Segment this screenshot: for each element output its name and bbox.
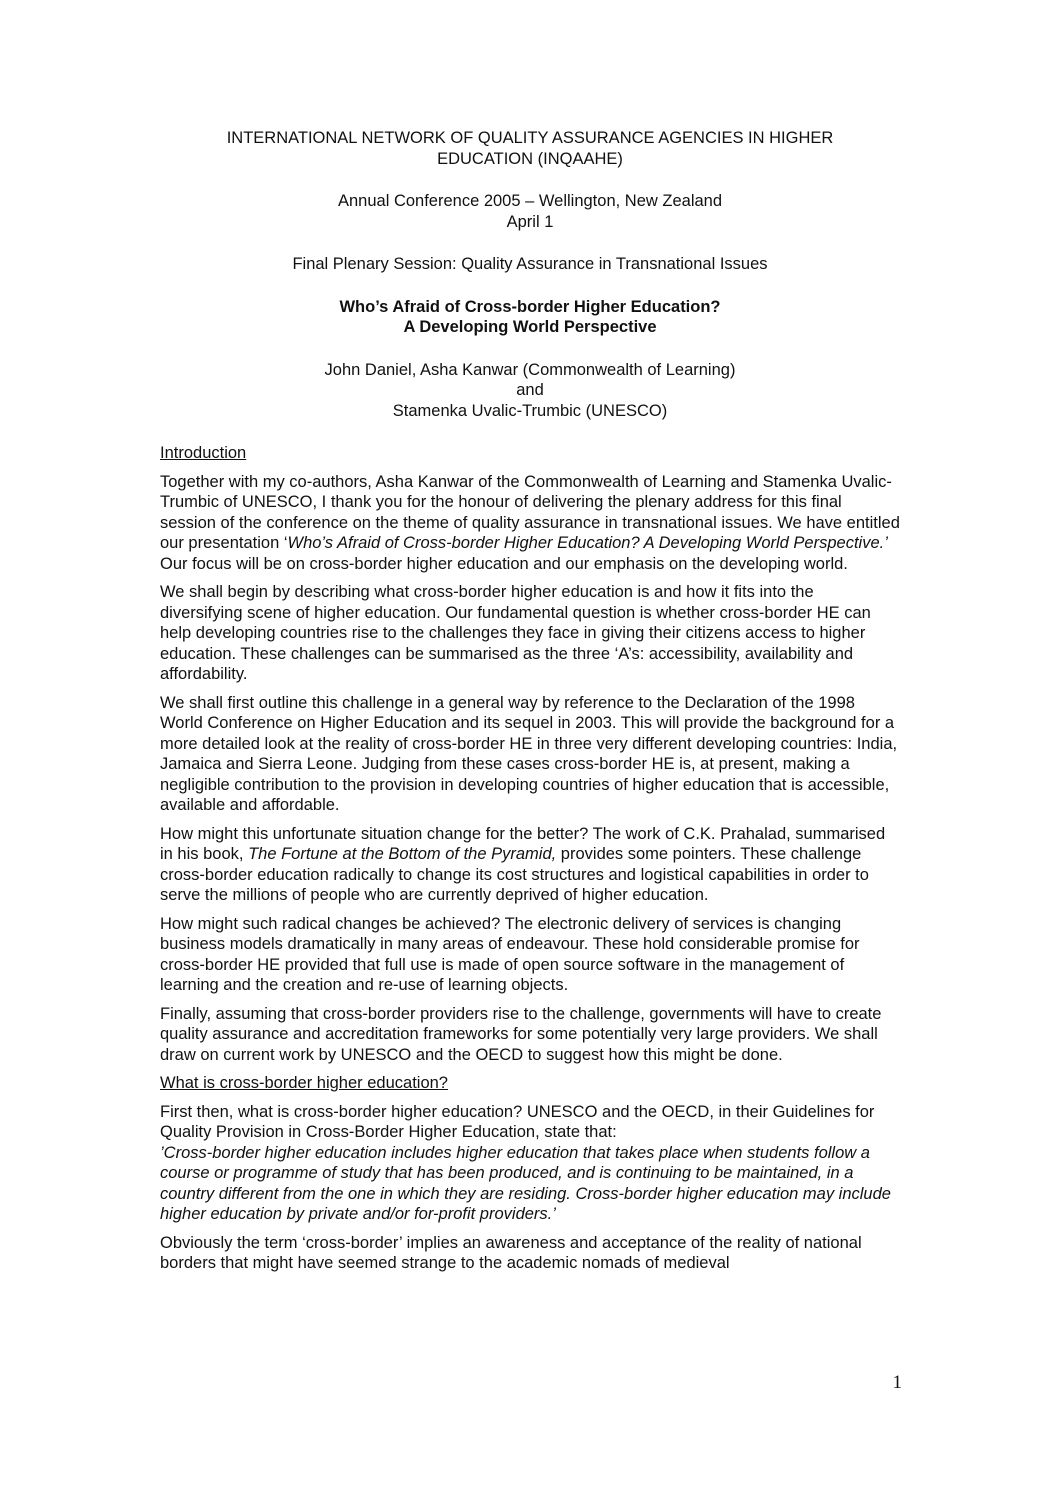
p7-italic-quote: ’Cross-border higher education includes higher education that takes place when students follow a course or programme of study that has been produced, and is continuing to be maintained, in a country different from the one in which they are residing. Cross-border higher education may include higher education by private and/or for-profit providers.’ bbox=[160, 1143, 891, 1223]
org-line-1: INTERNATIONAL NETWORK OF QUALITY ASSURANCE AGENCIES IN HIGHER bbox=[226, 129, 834, 147]
organization-name bbox=[160, 128, 900, 169]
authors-and: and bbox=[516, 381, 544, 399]
p7-text-a: First then, what is cross-border higher education? UNESCO and the OECD, in their Guidelines for Quality Provision in Cross-Border Higher Education, state that: bbox=[160, 1102, 875, 1141]
paragraph-8: Obviously the term ‘cross-border’ implies an awareness and acceptance of the reality of national borders that might have seemed strange to the academic nomads of medieval bbox=[160, 1233, 862, 1272]
org-line-2: EDUCATION (INQAAHE) bbox=[437, 149, 623, 168]
p1-italic-title: Who’s Afraid of Cross-border Higher Education? A Developing World Perspective.’ bbox=[287, 534, 888, 552]
title-line-1: Who’s Afraid of Cross-border Higher Education? bbox=[339, 297, 721, 316]
authors bbox=[160, 360, 900, 422]
paragraph-3: We shall first outline this challenge in a general way by reference to the Declaration of the 1998 World Conference on Higher Education and its sequel in 2003. This will provide the background for a more detailed look at the reality of cross-border HE in three very different developing countries: India, Jamaica and Sierra Leone. Judging from these cases cross-border HE is, at present, making a negligible contribution to the provision in developing countries of higher education that is accessible, available and affordable. bbox=[160, 693, 898, 814]
document-page bbox=[160, 128, 900, 1282]
page-number: 1 bbox=[892, 1372, 902, 1393]
paper-title bbox=[160, 297, 900, 338]
title-line-2: A Developing World Perspective bbox=[403, 318, 657, 336]
conference-info bbox=[160, 191, 900, 232]
paragraph-7 bbox=[160, 1102, 900, 1225]
session-name: Final Plenary Session: Quality Assurance in Transnational Issues bbox=[292, 255, 768, 273]
authors-line-2: Stamenka Uvalic-Trumbic (UNESCO) bbox=[392, 401, 668, 420]
conference-date: April 1 bbox=[506, 212, 554, 231]
p1-text-a: Together with my co-authors, Asha Kanwar of the Commonwealth of Learning and Stamenka Uvalic-Trumbic of UNESCO, I thank you for the honour of delivering the plenary address for this final session of the conference on the theme of quality assurance in transnational issues. We have entitled our presentation ‘ bbox=[160, 472, 900, 552]
section-heading-what-is-cbhe: What is cross-border higher education? bbox=[160, 1074, 448, 1092]
document-header bbox=[160, 128, 900, 421]
paragraph-1 bbox=[160, 472, 900, 575]
p1-text-b: Our focus will be on cross-border higher education and our emphasis on the developing world. bbox=[160, 554, 848, 573]
section-heading-introduction: Introduction bbox=[160, 444, 247, 462]
paragraph-4 bbox=[160, 824, 900, 906]
paragraph-6: Finally, assuming that cross-border providers rise to the challenge, governments will have to create quality assurance and accreditation frameworks for some potentially very large providers. We shall draw on current work by UNESCO and the OECD to suggest how this might be done. bbox=[160, 1004, 882, 1064]
paragraph-5: How might such radical changes be achieved? The electronic delivery of services is changing business models dramatically in many areas of endeavour. These hold considerable promise for cross-border HE provided that full use is made of open source software in the management of learning and the creation and re-use of learning objects. bbox=[160, 914, 860, 994]
p4-text-b: provides some pointers. These challenge cross-border education radically to change its cost structures and logistical capabilities in order to serve the millions of people who are currently deprived of higher education. bbox=[160, 845, 869, 904]
authors-line-1: John Daniel, Asha Kanwar (Commonwealth of Learning) bbox=[324, 360, 736, 379]
paragraph-2: We shall begin by describing what cross-border higher education is and how it fits into the diversifying scene of higher education. Our fundamental question is whether cross-border HE can help developing countries rise to the challenges they face in giving their citizens access to higher education. These challenges can be summarised as the three ‘A’s: accessibility, availability and affordability. bbox=[160, 583, 871, 683]
p4-text-a: How might this unfortunate situation change for the better? The work of C.K. Prahalad, summarised in his book, bbox=[160, 824, 886, 863]
p4-italic-book: The Fortune at the Bottom of the Pyramid, bbox=[248, 845, 557, 863]
conference-name: Annual Conference 2005 – Wellington, New Zealand bbox=[337, 192, 723, 210]
